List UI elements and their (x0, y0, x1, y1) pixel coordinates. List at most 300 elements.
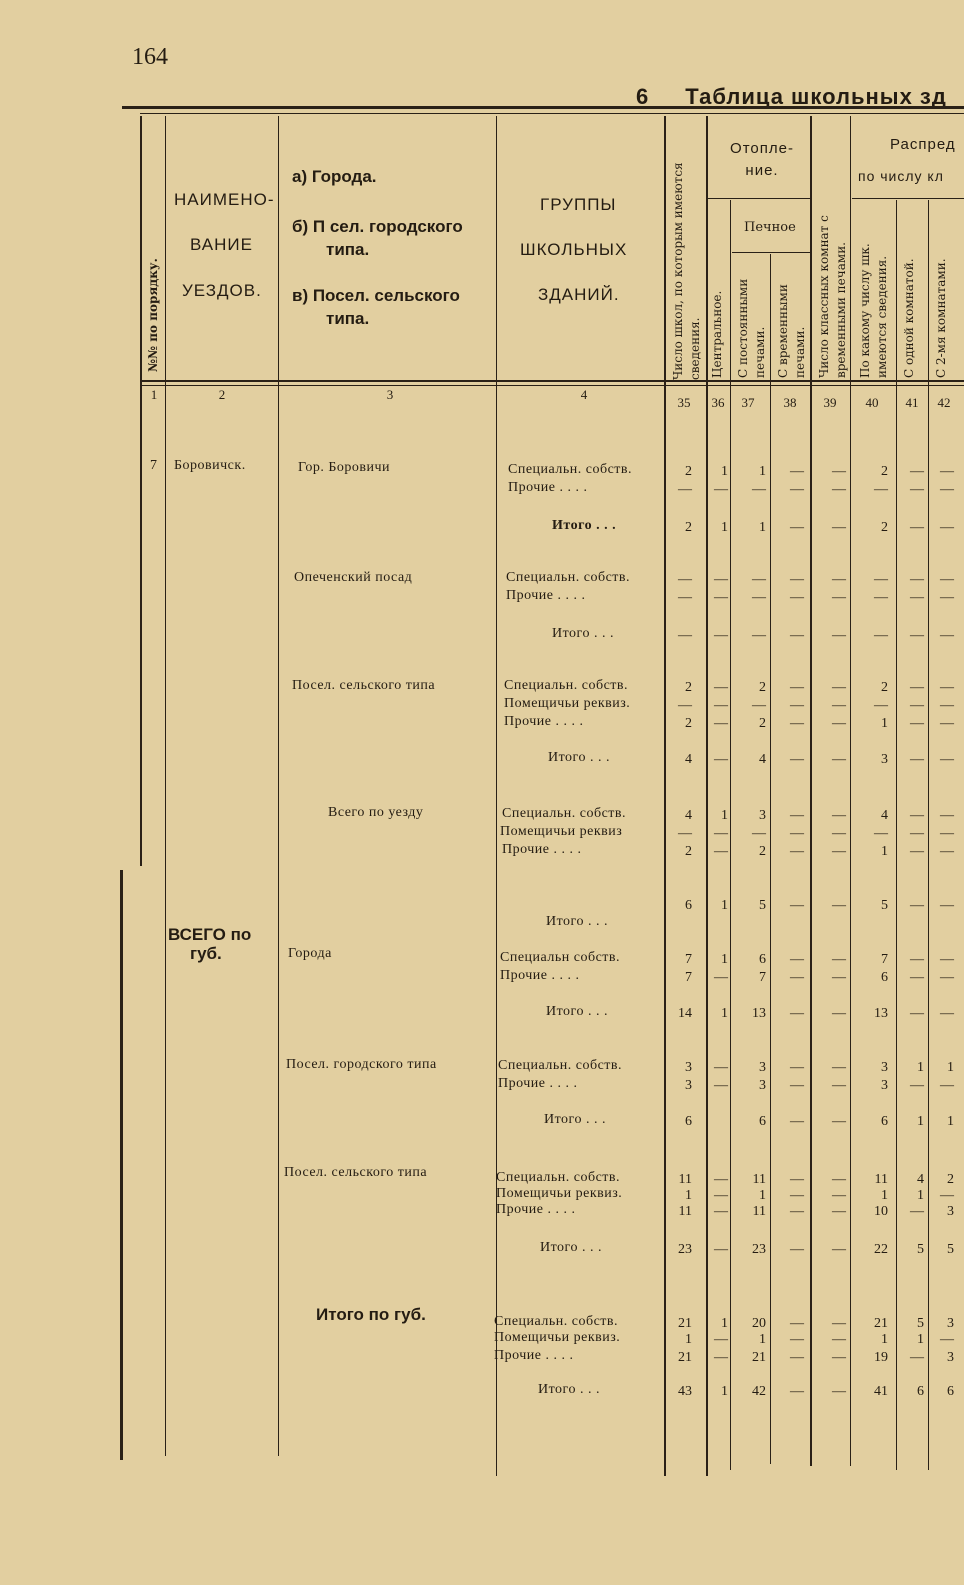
group-label: Прочие . . . . (494, 1348, 574, 1363)
cell-c35: 6 (685, 1114, 692, 1129)
cell-c41: — (910, 970, 924, 985)
cell-c38: — (790, 1384, 804, 1399)
colnum-37: 37 (741, 395, 755, 410)
cell-c38: — (790, 716, 804, 731)
cell-c35: 4 (685, 752, 692, 767)
cell-c42: 3 (947, 1204, 954, 1219)
cell-c38: — (790, 752, 804, 767)
cell-c40: — (874, 482, 888, 497)
cell-c42: — (940, 1188, 954, 1203)
cell-c40: 41 (874, 1384, 888, 1399)
cell-c37: — (752, 482, 766, 497)
cell-c37: 4 (759, 752, 766, 767)
cell-c41: — (910, 572, 924, 587)
cell-c41: — (910, 808, 924, 823)
cell-c36: — (714, 1172, 728, 1187)
cell-c36: — (714, 1332, 728, 1347)
group-label-itogo: Итого . . . (546, 914, 608, 929)
cell-c42: 2 (947, 1172, 954, 1187)
group-label: Прочие . . . . (506, 588, 586, 603)
cell-c41: 4 (917, 1172, 924, 1187)
group-label: Прочие . . . . (504, 714, 584, 729)
cell-c40: — (874, 628, 888, 643)
colnum-4: 4 (580, 387, 588, 402)
cell-c42: — (940, 572, 954, 587)
cell-c37: 2 (759, 680, 766, 695)
group-label: Помещичьи реквиз. (496, 1186, 623, 1201)
cell-c39: — (832, 716, 846, 731)
cell-c38: — (790, 898, 804, 913)
colnum-42: 42 (937, 395, 951, 410)
cell-c38: — (790, 572, 804, 587)
cell-c35: 14 (678, 1006, 692, 1021)
cell-c35: 43 (678, 1384, 692, 1399)
cell-c42: — (940, 898, 954, 913)
label-goroda: Города (288, 946, 332, 961)
cell-c40: 6 (881, 1114, 888, 1129)
cell-c38: — (790, 1350, 804, 1365)
cell-c41: 1 (917, 1060, 924, 1075)
cell-c37: 3 (759, 1078, 766, 1093)
header-col-no: №№ по порядку. (146, 258, 160, 372)
cell-c39: — (832, 628, 846, 643)
cell-c42: 1 (947, 1060, 954, 1075)
cell-c35: 21 (678, 1316, 692, 1331)
cell-c39: — (832, 1316, 846, 1331)
label-opechensky: Опеченский посад (294, 570, 413, 585)
cell-c39: — (832, 1060, 846, 1075)
left-border (120, 870, 123, 1460)
cell-c41: — (910, 826, 924, 841)
header-groups-2: ШКОЛЬНЫХ (520, 240, 628, 259)
cell-c38: — (790, 808, 804, 823)
cell-c41: 5 (917, 1316, 924, 1331)
cell-c42: — (940, 808, 954, 823)
cell-c38: — (790, 590, 804, 605)
cell-c42: — (940, 826, 954, 841)
cell-c35: — (678, 482, 692, 497)
cell-c38: — (790, 1242, 804, 1257)
label-gor-borovichi: Гор. Боровичи (298, 460, 391, 475)
cell-c39: — (832, 808, 846, 823)
cell-c41: — (910, 1006, 924, 1021)
group-label: Специальн. собств. (496, 1170, 621, 1185)
cell-c42: — (940, 1006, 954, 1021)
cell-c37: 2 (759, 844, 766, 859)
cell-c41: — (910, 1350, 924, 1365)
cell-c36: 1 (721, 1316, 728, 1331)
cell-c42: 3 (947, 1350, 954, 1365)
group-label: Итого . . . (544, 1112, 606, 1127)
cell-c38: — (790, 1060, 804, 1075)
cell-c39: — (832, 1114, 846, 1129)
cell-c37: 20 (752, 1316, 766, 1331)
cell-c38: — (790, 970, 804, 985)
label-posel-selsk-2: Посел. сельского типа (284, 1165, 428, 1180)
cell-c35: 4 (685, 808, 692, 823)
cell-c37: 11 (752, 1172, 766, 1187)
col1-right-line (165, 116, 166, 1456)
header-types-b2: типа. (326, 240, 370, 259)
header-types-a: а) Города. (292, 167, 377, 186)
cell-c39: — (832, 520, 846, 535)
cell-c36: — (714, 1204, 728, 1219)
cell-c42: 5 (947, 1242, 954, 1257)
group-label: Итого . . . (546, 1004, 608, 1019)
header-name-3: УЕЗДОВ. (182, 281, 262, 300)
cell-c37: 6 (759, 952, 766, 967)
cell-c40: 10 (874, 1204, 888, 1219)
group-label: Помещичьи реквиз. (504, 696, 631, 711)
cell-c36: — (714, 826, 728, 841)
cell-c37: 11 (752, 1204, 766, 1219)
cell-c37: 21 (752, 1350, 766, 1365)
group-label: Помещичьи реквиз. (494, 1330, 621, 1345)
table-title-text: Таблица школьных зд (685, 84, 947, 109)
cell-c42: — (940, 698, 954, 713)
cell-c36: — (714, 482, 728, 497)
colnum-40: 40 (865, 395, 879, 410)
cell-c36: — (714, 844, 728, 859)
cell-c38: — (790, 1078, 804, 1093)
group-label: Специальн собств. (500, 950, 621, 965)
cell-c41: — (910, 464, 924, 479)
cell-c37: 2 (759, 716, 766, 731)
group-label: Помещичьи реквиз (500, 824, 623, 839)
cell-c39: — (832, 1188, 846, 1203)
cell-c36: 1 (721, 808, 728, 823)
cell-c37: 6 (759, 1114, 766, 1129)
colnum-41: 41 (905, 395, 919, 410)
cell-c39: — (832, 698, 846, 713)
cell-c36: — (714, 970, 728, 985)
group-label: Итого . . . (540, 1240, 602, 1255)
cell-c39: — (832, 680, 846, 695)
left-border-top (140, 116, 142, 866)
header-types-b1: б) П сел. городского (292, 217, 463, 236)
cell-c40: — (874, 698, 888, 713)
cell-c36: — (714, 752, 728, 767)
cell-c39: — (832, 1006, 846, 1021)
cell-c36: — (714, 572, 728, 587)
header-col37 (735, 258, 769, 378)
cell-c37: 13 (752, 1006, 766, 1021)
header-col35-text: Число школ, по которым имеются сведения. (671, 162, 702, 380)
cell-c42: — (940, 464, 954, 479)
col39-right-line (850, 116, 851, 1466)
col3-right-line (496, 116, 497, 1476)
cell-c36: — (714, 716, 728, 731)
cell-c42: 6 (947, 1384, 954, 1399)
cell-c39: — (832, 970, 846, 985)
col4-right-line (664, 116, 666, 1476)
cell-c39: — (832, 1172, 846, 1187)
header-col38-text: С временными печами. (776, 284, 807, 378)
cell-c35: 21 (678, 1350, 692, 1365)
cell-c40: 4 (881, 808, 888, 823)
cell-c37: 1 (759, 520, 766, 535)
cell-c39: — (832, 1078, 846, 1093)
cell-c37: 1 (759, 1188, 766, 1203)
cell-c35: — (678, 572, 692, 587)
header-col37-text: С постоянными печами. (736, 278, 767, 378)
table-number: 6 (636, 84, 650, 109)
cell-c42: — (940, 716, 954, 731)
cell-c40: 1 (881, 716, 888, 731)
cell-c38: — (790, 952, 804, 967)
cell-c41: 1 (917, 1188, 924, 1203)
group-label: Специальн. собств. (508, 462, 633, 477)
cell-c38: — (790, 520, 804, 535)
cell-c40: 13 (874, 1006, 888, 1021)
group-label: Прочие . . . . (496, 1202, 576, 1217)
cell-c41: — (910, 952, 924, 967)
cell-c38: — (790, 1114, 804, 1129)
group-label: Итого . . . (548, 750, 610, 765)
cell-c35: 11 (678, 1172, 692, 1187)
cell-c40: — (874, 572, 888, 587)
cell-c38: — (790, 1204, 804, 1219)
cell-c42: 1 (947, 1114, 954, 1129)
cell-c39: — (832, 844, 846, 859)
uezd-name: Боровичск. (174, 458, 246, 473)
cell-c40: 3 (881, 1060, 888, 1075)
header-types-c2: типа. (326, 309, 370, 328)
cell-c40: 2 (881, 680, 888, 695)
cell-c42: — (940, 628, 954, 643)
header-types-c1: в) Посел. сельского (292, 286, 460, 305)
cell-c41: 5 (917, 1242, 924, 1257)
cell-c38: — (790, 698, 804, 713)
cell-c40: — (874, 826, 888, 841)
label-vsego-gub-2: губ. (190, 944, 222, 963)
cell-c37: 3 (759, 1060, 766, 1075)
cell-c42: — (940, 952, 954, 967)
group-label: Специальн. собств. (504, 678, 629, 693)
group-label: Итого . . . (552, 626, 614, 641)
cell-c37: — (752, 628, 766, 643)
cell-c35: — (678, 698, 692, 713)
cell-c36: — (714, 1350, 728, 1365)
cell-c41: — (910, 716, 924, 731)
col38-right-line (810, 116, 812, 1466)
cell-c37: 5 (759, 898, 766, 913)
cell-c36: — (714, 628, 728, 643)
heating-under-rule (708, 198, 810, 199)
header-name-2: ВАНИЕ (190, 235, 253, 254)
cell-c40: 22 (874, 1242, 888, 1257)
cell-c41: — (910, 590, 924, 605)
header-name-1: НАИМЕНО- (174, 190, 275, 209)
group-label: Прочие . . . . (498, 1076, 578, 1091)
row-number: 7 (150, 458, 158, 473)
cell-c39: — (832, 464, 846, 479)
cell-c35: 2 (685, 520, 692, 535)
cell-c41: — (910, 698, 924, 713)
header-stove: Печное (744, 220, 796, 235)
cell-c40: 7 (881, 952, 888, 967)
header-col40-text: По какому числу шк. имеются сведения. (858, 243, 889, 378)
colnum-2: 2 (218, 387, 226, 402)
cell-c38: — (790, 482, 804, 497)
cell-c37: 7 (759, 970, 766, 985)
cell-c40: 5 (881, 898, 888, 913)
cell-c42: — (940, 520, 954, 535)
header-by-number: по числу кл (858, 168, 944, 184)
cell-c42: 3 (947, 1316, 954, 1331)
cell-c36: — (714, 1188, 728, 1203)
header-col42: С 2-мя комнатами. (934, 258, 948, 378)
cell-c40: 11 (874, 1172, 888, 1187)
cell-c36: 1 (721, 1006, 728, 1021)
cell-c38: — (790, 1316, 804, 1331)
top-rule-2 (140, 113, 964, 114)
cell-c37: 23 (752, 1242, 766, 1257)
cell-c39: — (832, 1350, 846, 1365)
group-label: Специальн. собств. (502, 806, 627, 821)
group-label: Прочие . . . . (500, 968, 580, 983)
stove-under-rule (732, 252, 810, 253)
header-groups-1: ГРУППЫ (540, 195, 617, 214)
cell-c36: — (714, 1060, 728, 1075)
cell-c39: — (832, 1332, 846, 1347)
top-rule (122, 106, 964, 109)
cell-c39: — (832, 590, 846, 605)
cell-c40: 6 (881, 970, 888, 985)
cell-c36: — (714, 698, 728, 713)
cell-c35: 3 (685, 1060, 692, 1075)
cell-c37: 3 (759, 808, 766, 823)
header-col41: С одной комнатой. (902, 258, 916, 378)
cell-c41: 1 (917, 1332, 924, 1347)
cell-c37: — (752, 590, 766, 605)
cell-c40: 19 (874, 1350, 888, 1365)
cell-c35: — (678, 628, 692, 643)
col2-right-line (278, 116, 279, 1456)
cell-c42: — (940, 1078, 954, 1093)
cell-c38: — (790, 844, 804, 859)
cell-c42: — (940, 680, 954, 695)
header-distribution: Распред (890, 136, 956, 153)
cell-c38: — (790, 680, 804, 695)
label-itogo-gub: Итого по губ. (316, 1305, 426, 1324)
cell-c40: 1 (881, 1188, 888, 1203)
cell-c41: — (910, 680, 924, 695)
cell-c41: — (910, 1204, 924, 1219)
cell-c36: — (714, 1078, 728, 1093)
header-col39 (816, 168, 850, 378)
cell-c41: 1 (917, 1114, 924, 1129)
label-posel-gor: Посел. городского типа (286, 1057, 437, 1072)
cell-c38: — (790, 1006, 804, 1021)
group-label: Специальн. собств. (506, 570, 631, 585)
cell-c38: — (790, 1332, 804, 1347)
cell-c41: — (910, 844, 924, 859)
cell-c35: 11 (678, 1204, 692, 1219)
header-col38 (775, 258, 809, 378)
cell-c40: 2 (881, 464, 888, 479)
cell-c36: — (714, 590, 728, 605)
cell-c37: 1 (759, 1332, 766, 1347)
cell-c38: — (790, 826, 804, 841)
header-heating: Отопле-ние. (730, 140, 794, 179)
cell-c35: 1 (685, 1332, 692, 1347)
header-groups-3: ЗДАНИЙ. (538, 285, 620, 304)
cell-c42: — (940, 752, 954, 767)
group-label: Прочие . . . . (502, 842, 582, 857)
colnum-39: 39 (823, 395, 837, 410)
cell-c37: — (752, 572, 766, 587)
colnum-bottom-rule (140, 385, 964, 386)
group-label: Прочие . . . . (508, 480, 588, 495)
cell-c41: — (910, 898, 924, 913)
cell-c39: — (832, 1242, 846, 1257)
cell-c36: 1 (721, 1384, 728, 1399)
cell-c37: 42 (752, 1384, 766, 1399)
header-bottom-rule (140, 380, 964, 382)
cell-c40: 3 (881, 752, 888, 767)
cell-c42: — (940, 482, 954, 497)
colnum-35: 35 (677, 395, 691, 410)
cell-c41: — (910, 752, 924, 767)
cell-c39: — (832, 952, 846, 967)
cell-c40: — (874, 590, 888, 605)
cell-c38: — (790, 464, 804, 479)
cell-c40: 2 (881, 520, 888, 535)
group-label: Итого . . . (538, 1382, 600, 1397)
cell-c42: — (940, 590, 954, 605)
cell-c35: 7 (685, 970, 692, 985)
cell-c36: 1 (721, 464, 728, 479)
header-col40 (857, 198, 891, 378)
cell-c38: — (790, 1172, 804, 1187)
cell-c35: 2 (685, 716, 692, 731)
cell-c42: — (940, 970, 954, 985)
cell-c40: 1 (881, 844, 888, 859)
cell-c37: 1 (759, 464, 766, 479)
colnum-36: 36 (711, 395, 725, 410)
cell-c36: — (714, 1242, 728, 1257)
group-label: Итого . . . (552, 518, 617, 533)
cell-c41: — (910, 1078, 924, 1093)
cell-c35: 6 (685, 898, 692, 913)
cell-c35: 2 (685, 844, 692, 859)
cell-c39: — (832, 1204, 846, 1219)
cell-c40: 1 (881, 1332, 888, 1347)
cell-c41: — (910, 628, 924, 643)
cell-c39: — (832, 752, 846, 767)
cell-c35: — (678, 826, 692, 841)
cell-c40: 21 (874, 1316, 888, 1331)
cell-c41: — (910, 520, 924, 535)
cell-c35: 23 (678, 1242, 692, 1257)
cell-c36: — (714, 680, 728, 695)
label-vsego-gub-1: ВСЕГО по (168, 925, 252, 944)
col36-right-line (730, 200, 731, 1470)
label-posel-selsk: Посел. сельского типа (292, 678, 436, 693)
cell-c39: — (832, 572, 846, 587)
cell-c42: — (940, 844, 954, 859)
page-number: 164 (132, 44, 168, 70)
colnum-1: 1 (150, 387, 158, 402)
cell-c35: 2 (685, 680, 692, 695)
group-label: Специальн. собств. (494, 1314, 619, 1329)
col37-right-line (770, 254, 771, 1464)
cell-c36: 1 (721, 952, 728, 967)
cell-c38: — (790, 1188, 804, 1203)
cell-c38: — (790, 628, 804, 643)
cell-c39: — (832, 482, 846, 497)
